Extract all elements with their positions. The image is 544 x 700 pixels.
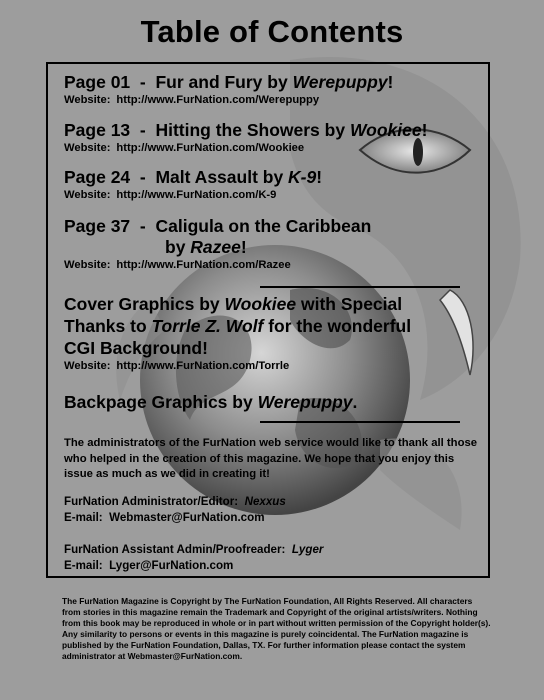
divider-rule [260,286,460,288]
entry-title: Malt Assault by [155,167,289,187]
entry-page-number: Page 24 [64,167,131,187]
toc-box [46,62,490,578]
website-link[interactable]: http://www.FurNation.com/Torrle [116,360,290,372]
contact-proofreader: FurNation Assistant Admin/Proofreader: Lyger E-mail: Lyger@FurNation.com [64,543,324,572]
entry-by: by [165,237,191,257]
website-label: Website: [64,360,111,372]
entry-title: Caligula on the Caribbean [155,216,372,236]
entry-title: Fur and Fury by [155,72,293,92]
entry-page-number: Page 37 [64,216,131,236]
entry-author: Werepuppy [292,72,388,92]
copyright-notice: The FurNation Magazine is Copyright by The FurNation Foundation, All Rights Reserved. All characters from stories in this magazine remain the Trademark and Copyright of the original artists/writers. Nothing from this book may be reproduced in whole or in part without written permission of the Copyright holder(s). Any similarity to persons or events in this magazine is purely coincidental. The FurNation magazine is published by the FurNation Foundation, Dallas, TX. For further information please contact the system administrator at Webmaster@FurNation.com. [62,596,491,661]
contact-editor: FurNation Administrator/Editor: Nexxus E-mail: Webmaster@FurNation.com [64,495,286,524]
website-link[interactable]: http://www.FurNation.com/K-9 [116,189,277,201]
entry-exclaim: ! [240,237,247,257]
cover-credits: Cover Graphics by Wookiee with Special Thanks to Torrle Z. Wolf for the wonderful CGI Background! Website: http://www.FurNation.com/Torrle [64,294,412,372]
website-label: Website: [64,94,111,106]
entry-author: Wookiee [349,120,422,140]
website-label: Website: [64,259,111,271]
entry-separator: - [139,216,146,236]
toc-entry-3 [64,167,322,202]
email-link[interactable]: Webmaster@FurNation.com [109,511,265,524]
page-title: Table of Contents [140,14,404,49]
website-link[interactable]: http://www.FurNation.com/Razee [116,259,291,271]
website-label: Website: [64,142,111,154]
entry-exclaim: ! [421,120,428,140]
backpage-artist: Werepuppy [257,392,353,412]
website-link[interactable]: http://www.FurNation.com/Werepuppy [116,94,320,106]
website-link[interactable]: http://www.FurNation.com/Wookiee [116,142,305,154]
toc-entry-1 [64,72,393,107]
website-label: Website: [64,189,111,201]
divider-rule [260,421,460,423]
contact-name: Nexxus [244,495,286,508]
entry-exclaim: ! [316,167,323,187]
admin-message: The administrators of the FurNation web service would like to thank all those who helped in the creation of this magazine. We hope that you enjoy this issue as much as we did in creating it! [64,437,478,480]
cover-artist: Wookiee [224,294,297,314]
entry-page-number: Page 01 [64,72,131,92]
entry-separator: - [139,167,146,187]
toc-entry-2 [64,120,427,155]
email-link[interactable]: Lyger@FurNation.com [109,559,234,572]
entry-page-number: Page 13 [64,120,131,140]
background-artist: Torrle Z. Wolf [151,316,264,336]
entry-title: Hitting the Showers by [155,120,350,140]
toc-entry-4 [64,216,371,272]
entry-author: Razee [190,237,241,257]
entry-separator: - [139,72,146,92]
backpage-credits: Backpage Graphics by Werepuppy. [64,392,358,412]
entry-exclaim: ! [387,72,394,92]
contact-name: Lyger [291,543,324,556]
entry-author: K-9 [288,167,317,187]
entry-separator: - [139,120,146,140]
